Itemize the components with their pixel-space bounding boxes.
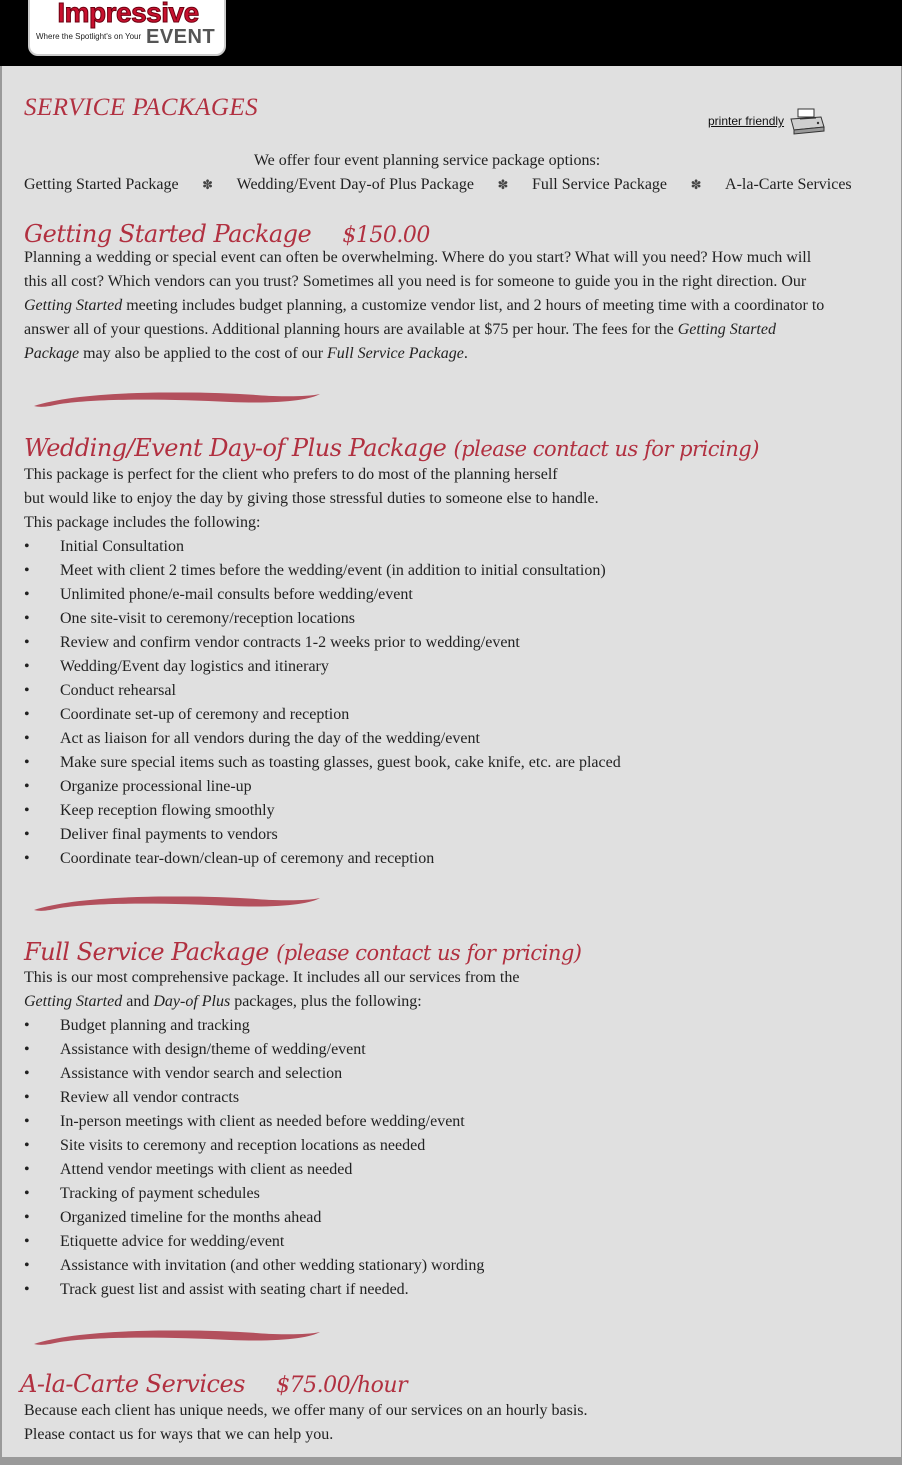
list-item: • Track guest list and assist with seating chart if needed.: [24, 1278, 484, 1302]
list-item: • Budget planning and tracking: [24, 1014, 484, 1038]
day-of-plus-title: Wedding/Event Day-of Plus Package: [24, 434, 447, 462]
a-la-carte-heading: [20, 1370, 407, 1400]
full-service-intro-line: This is our most comprehensive package. It includes all our services from the: [24, 969, 520, 986]
list-item: • Keep reception flowing smoothly: [24, 799, 621, 823]
day-of-plus-pricing-note: (please contact us for pricing): [453, 437, 759, 461]
list-item: • Make sure special items such as toasting glasses, guest book, cake knife, etc. are placed: [24, 751, 621, 775]
a-la-carte-title: A-la-Carte Services: [20, 1370, 245, 1398]
nav-getting-started[interactable]: Getting Started Package: [24, 176, 179, 193]
day-of-plus-heading: [24, 434, 759, 463]
list-item: • Conduct rehearsal: [24, 679, 621, 703]
list-item: • Coordinate set-up of ceremony and reception: [24, 703, 621, 727]
header-bar: [0, 0, 902, 66]
nav-a-la-carte[interactable]: A-la-Carte Services: [725, 176, 852, 193]
description-text: .: [463, 345, 468, 362]
day-of-plus-intro-line: This package includes the following:: [24, 514, 261, 531]
list-item: • Assistance with vendor search and selection: [24, 1062, 484, 1086]
day-of-plus-list: [24, 535, 621, 871]
flourish-divider: [30, 388, 322, 414]
logo-tagline: Where the Spotlight's on Your: [36, 32, 142, 41]
intro-text: packages, plus the following:: [230, 993, 422, 1010]
description-text: may also be applied to the cost of our: [79, 345, 328, 362]
nav-full-service[interactable]: Full Service Package: [531, 176, 668, 193]
list-item: • Deliver final payments to vendors: [24, 823, 621, 847]
list-item: • Act as liaison for all vendors during the day of the wedding/event: [24, 727, 621, 751]
list-item: • Review and confirm vendor contracts 1-2 weeks prior to wedding/event: [24, 631, 621, 655]
list-item: • Attend vendor meetings with client as needed: [24, 1158, 484, 1182]
printer-friendly-link[interactable]: [708, 107, 826, 135]
site-logo[interactable]: [28, 0, 226, 56]
getting-started-description: [24, 246, 832, 366]
list-item: • Review all vendor contracts: [24, 1086, 484, 1110]
printer-friendly-label[interactable]: printer friendly: [708, 114, 785, 128]
full-service-title: Full Service Package: [24, 938, 269, 966]
intro-text: We offer four event planning service package options:: [253, 152, 601, 169]
getting-started-title: Getting Started Package: [24, 220, 312, 248]
list-item: • Tracking of payment schedules: [24, 1182, 484, 1206]
full-service-list: [24, 1014, 484, 1302]
package-nav: [24, 176, 852, 194]
list-item: • Unlimited phone/e-mail consults before wedding/event: [24, 583, 621, 607]
list-item: • One site-visit to ceremony/reception locations: [24, 607, 621, 631]
printer-icon[interactable]: [788, 107, 826, 135]
intro-emphasis: Getting Started: [24, 993, 123, 1010]
description-emphasis: Full Service Package: [327, 345, 464, 362]
list-item: • Coordinate tear-down/clean-up of ceremony and reception: [24, 847, 621, 871]
logo-wordmark: Impressive: [57, 0, 199, 28]
intro-emphasis: Day-of Plus: [153, 993, 231, 1010]
list-item: • Assistance with design/theme of wedding/event: [24, 1038, 484, 1062]
full-service-pricing-note: (please contact us for pricing): [276, 941, 582, 965]
list-item: • Meet with client 2 times before the wedding/event (in addition to initial consultation): [24, 559, 621, 583]
list-item: • Organized timeline for the months ahead: [24, 1206, 484, 1230]
list-item: • In-person meetings with client as needed before wedding/event: [24, 1110, 484, 1134]
list-item: • Initial Consultation: [24, 535, 621, 559]
list-item: • Wedding/Event day logistics and itinerary: [24, 655, 621, 679]
full-service-intro-line-2: [24, 990, 422, 1014]
list-item: • Assistance with invitation (and other wedding stationary) wording: [24, 1254, 484, 1278]
list-item: • Organize processional line-up: [24, 775, 621, 799]
intro-text: and: [122, 993, 154, 1010]
description-text: Planning a wedding or special event can often be overwhelming. Where do you start? What will you need? How much will this all cost? Which vendors can you trust? Sometimes all you need is for someone to guide you in the right direction. Our: [24, 249, 812, 290]
nav-separator-icon: ✽: [202, 177, 214, 192]
nav-separator-icon: ✽: [497, 177, 509, 192]
footer-strip: [0, 1457, 902, 1465]
a-la-carte-price: $75.00/hour: [276, 1373, 408, 1398]
day-of-plus-intro-line: This package is perfect for the client who prefers to do most of the planning herself: [24, 466, 558, 483]
main-content: [2, 66, 901, 1457]
description-text: meeting includes budget planning, a customize vendor list, and 2 hours of meeting time with a coordinator to answer all of your questions. Additional planning hours are available at $75 per hour. The fees for the: [24, 297, 825, 338]
day-of-plus-intro-line: but would like to enjoy the day by giving those stressful duties to someone else to handle.: [24, 490, 599, 507]
list-item: • Site visits to ceremony and reception locations as needed: [24, 1134, 484, 1158]
logo-event-word: EVENT: [146, 26, 216, 48]
description-emphasis: Getting Started: [24, 297, 123, 314]
full-service-heading: [24, 938, 581, 967]
page-title: SERVICE PACKAGES: [24, 94, 259, 121]
flourish-divider: [30, 892, 322, 918]
getting-started-price: $150.00: [342, 223, 430, 248]
a-la-carte-line: Because each client has unique needs, we offer many of our services on an hourly basis.: [24, 1402, 588, 1419]
list-item: • Etiquette advice for wedding/event: [24, 1230, 484, 1254]
nav-day-of-plus[interactable]: Wedding/Event Day-of Plus Package: [236, 176, 474, 193]
nav-separator-icon: ✽: [690, 177, 702, 192]
a-la-carte-line: Please contact us for ways that we can help you.: [24, 1426, 334, 1443]
description-emphasis: Getting Started Package: [24, 321, 776, 362]
flourish-divider: [30, 1326, 322, 1352]
